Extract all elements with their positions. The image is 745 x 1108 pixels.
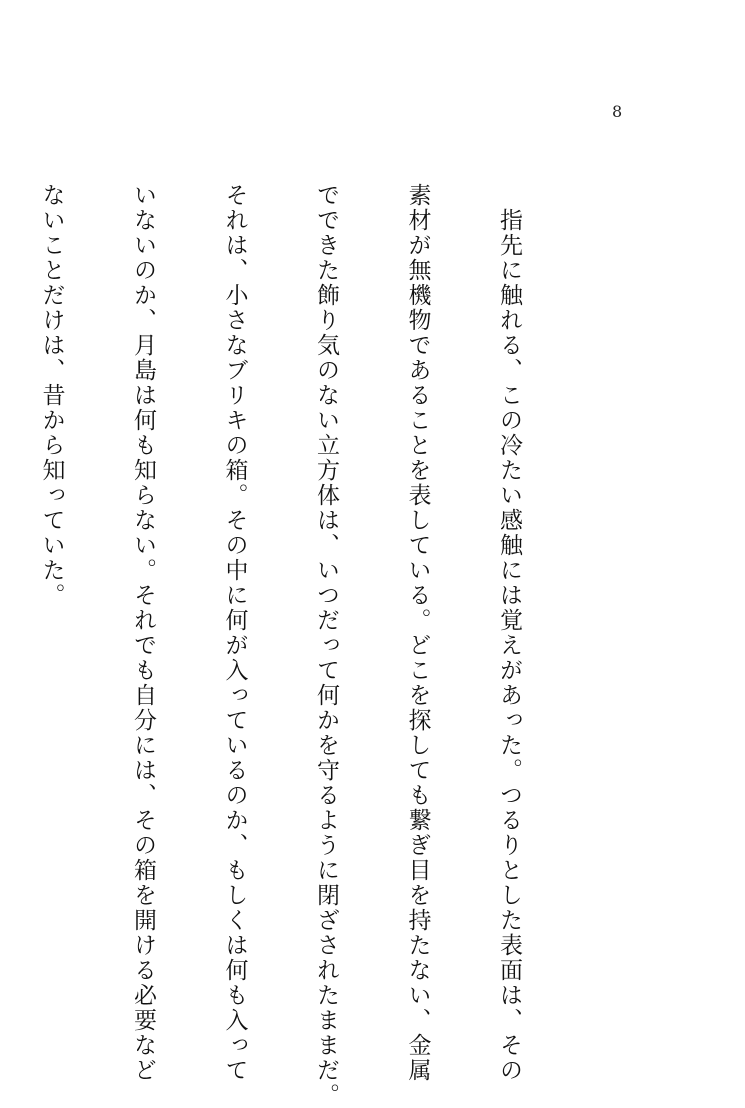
page-number: 8 (612, 102, 623, 121)
body-text (0, 183, 585, 1108)
text-line: ないことだけは、昔から知っていた。 (38, 183, 65, 608)
text-line: いないのか、月島は何も知らない。それでも自分には、その箱を開ける必要など (130, 183, 156, 1083)
text-line: 素材が無機物であることを表している。どこを探しても繋ぎ目を持たない、金属 (404, 183, 431, 1083)
text-line: 指先に触れる、この冷たい感触には覚えがあった。つるりとした表面は、その (496, 183, 522, 1083)
text-line: でできた飾り気のない立方体は、いつだって何かを守るように閉ざされたままだ。 (313, 183, 339, 1108)
text-line: それは、小さなブリキの箱。その中に何が入っているのか、もしくは何も入って (221, 183, 248, 1083)
